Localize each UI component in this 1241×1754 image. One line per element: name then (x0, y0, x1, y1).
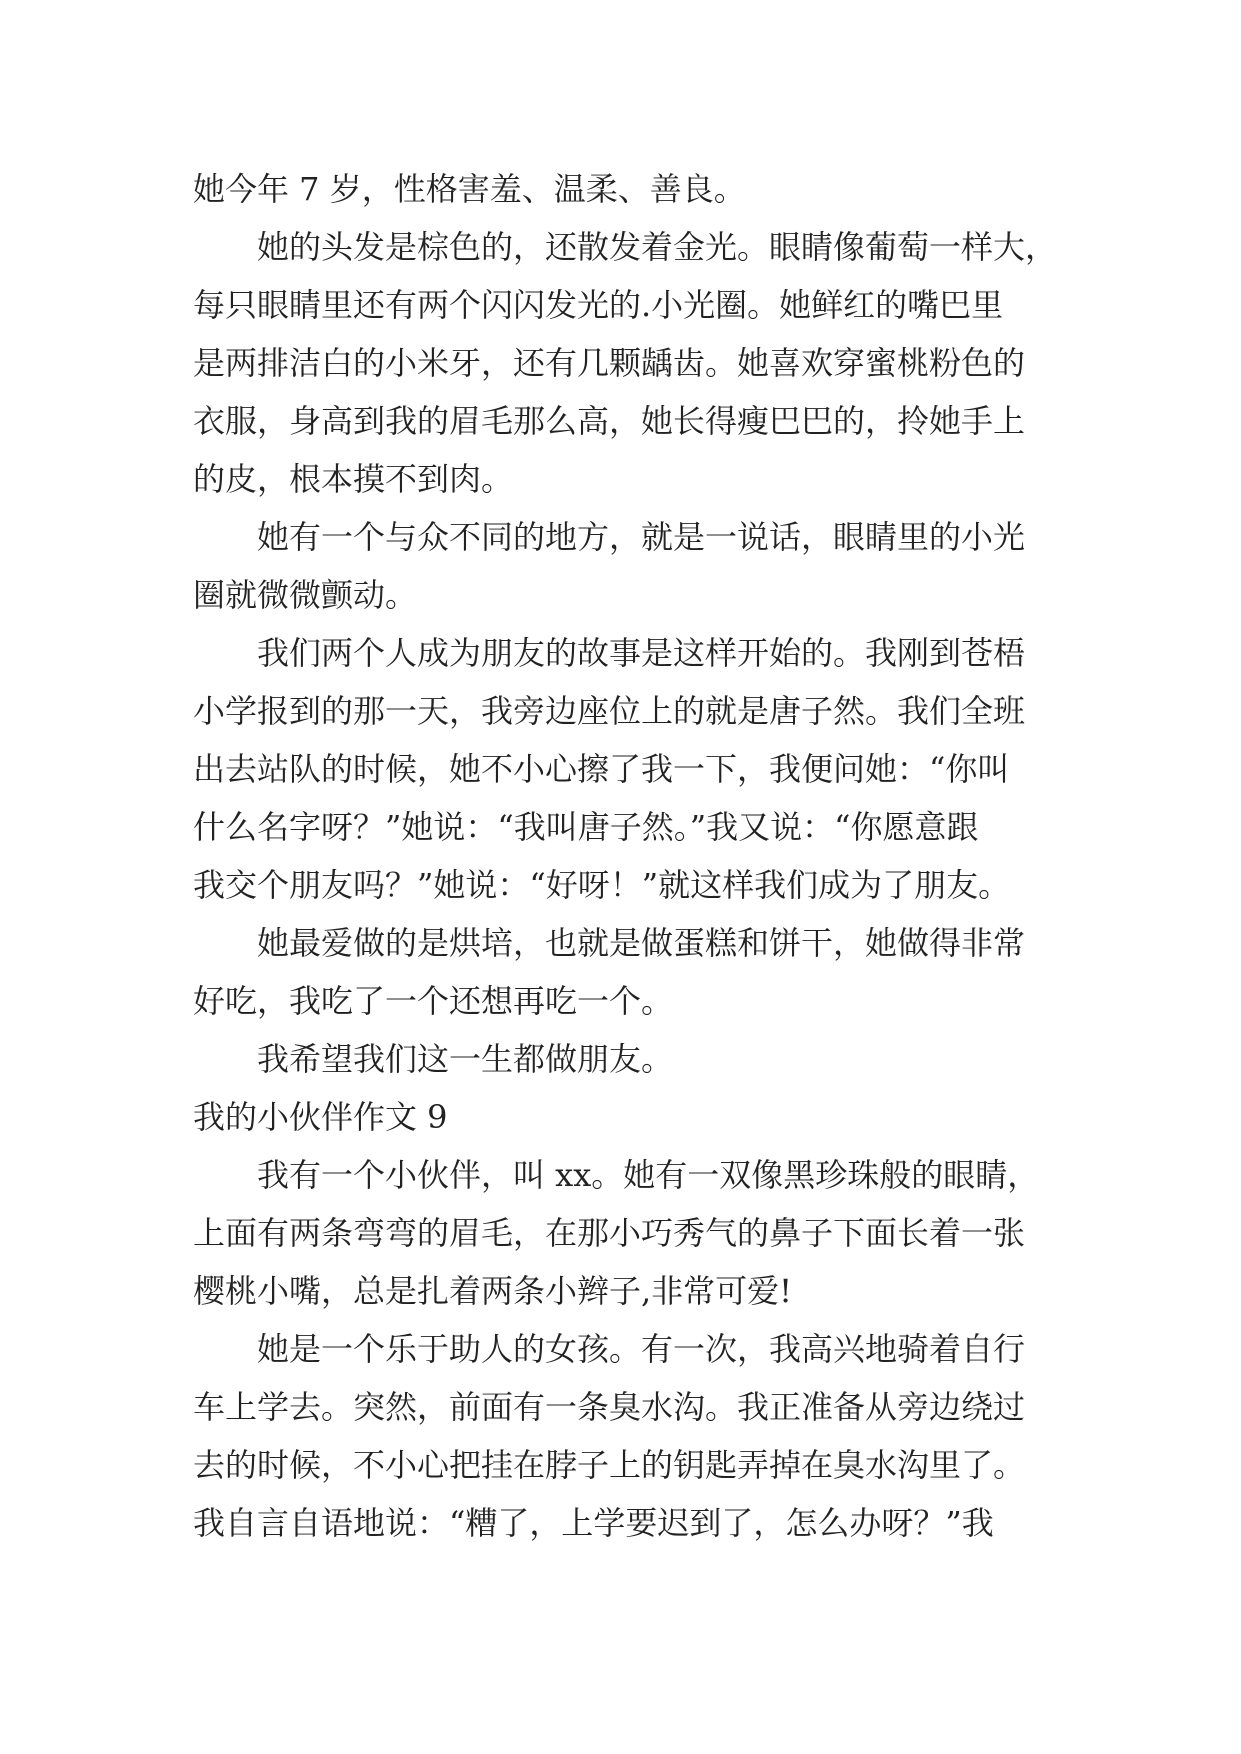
text-line: 她是一个乐于助人的女孩。有一次，我高兴地骑着自行 (257, 1330, 1026, 1368)
text-line: 什么名字呀？”她说：“我叫唐子然。”我又说：“你愿意跟 (193, 808, 979, 846)
text-line: 我有一个小伙伴，叫 xx。她有一双像黑珍珠般的眼睛， (257, 1156, 1040, 1194)
text-line: 好吃，我吃了一个还想再吃一个。 (193, 982, 674, 1020)
essay-text (193, 160, 1073, 1552)
text-line: 小学报到的那一天，我旁边座位上的就是唐子然。我们全班 (193, 692, 1026, 730)
text-line: 去的时候，不小心把挂在脖子上的钥匙弄掉在臭水沟里了。 (193, 1446, 1026, 1484)
section-heading: 我的小伙伴作文 9 (193, 1098, 448, 1136)
text-line: 每只眼睛里还有两个闪闪发光的.小光圈。她鲜红的嘴巴里 (193, 286, 1004, 324)
text-line: 她今年 7 岁，性格害羞、温柔、善良。 (193, 170, 746, 208)
text-line: 我希望我们这一生都做朋友。 (257, 1040, 674, 1078)
text-line: 车上学去。突然，前面有一条臭水沟。我正准备从旁边绕过 (193, 1388, 1026, 1426)
text-line: 上面有两条弯弯的眉毛，在那小巧秀气的鼻子下面长着一张 (193, 1214, 1026, 1252)
text-line: 我自言自语地说：“糟了，上学要迟到了，怎么办呀？”我 (193, 1504, 994, 1542)
text-line: 出去站队的时候，她不小心擦了我一下，我便问她：“你叫 (193, 750, 1010, 788)
text-line: 她有一个与众不同的地方，就是一说话，眼睛里的小光 (257, 518, 1026, 556)
text-line: 樱桃小嘴，总是扎着两条小辫子,非常可爱! (193, 1272, 793, 1310)
text-line: 的皮，根本摸不到肉。 (193, 460, 514, 498)
text-line: 衣服，身高到我的眉毛那么高，她长得瘦巴巴的，拎她手上 (193, 402, 1026, 440)
text-line: 我交个朋友吗？”她说：“好呀！”就这样我们成为了朋友。 (193, 866, 1011, 904)
text-line: 是两排洁白的小米牙，还有几颗龋齿。她喜欢穿蜜桃粉色的 (193, 344, 1026, 382)
text-line: 圈就微微颤动。 (193, 576, 418, 614)
text-line: 她的头发是棕色的，还散发着金光。眼睛像葡萄一样大， (257, 228, 1058, 266)
text-line: 她最爱做的是烘培，也就是做蛋糕和饼干，她做得非常 (257, 924, 1026, 962)
text-line: 我们两个人成为朋友的故事是这样开始的。我刚到苍梧 (257, 634, 1026, 672)
